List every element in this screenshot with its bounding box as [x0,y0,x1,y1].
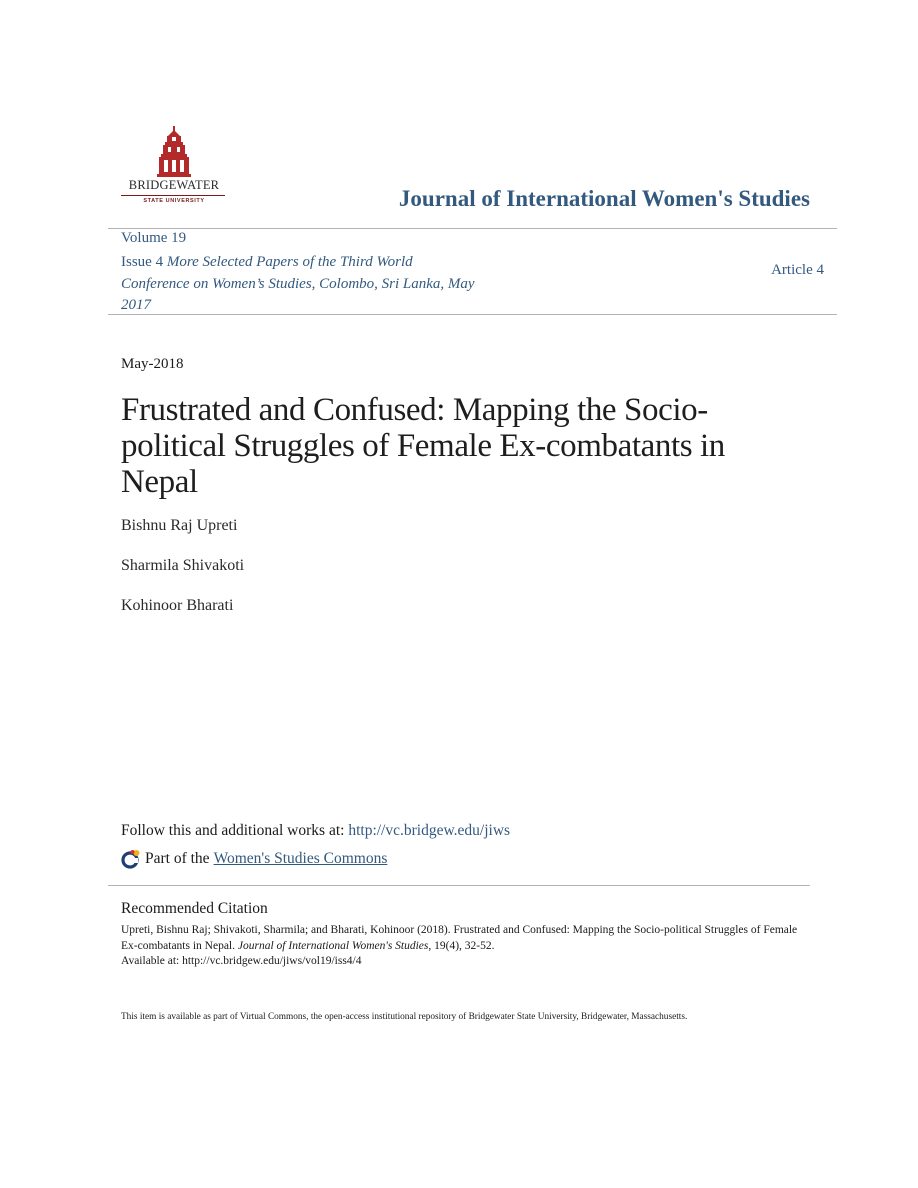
citation-part-a: Upreti, Bishnu Raj; Shivakoti, Sharmila; and Bharati, Kohinoor (2018). Frustrated and Confused: Mapping the Socio-political Struggles of Female Ex-combatants in Nepal. [121,924,798,952]
paper-title: Frustrated and Confused: Mapping the Socio-political Struggles of Female Ex-combatants in Nepal [121,392,725,500]
volume-link[interactable]: Volume 19 [121,230,187,246]
author-name: Bishnu Raj Upreti [121,517,238,534]
citation-text [121,923,801,970]
header-divider [108,228,837,229]
follow-line [121,822,510,840]
logo-divider [121,195,225,196]
issue-number: Issue 4 [121,254,164,270]
journal-title-link[interactable]: Journal of International Women's Studies [398,186,810,211]
follow-url-link[interactable]: http://vc.bridgew.edu/jiws [348,822,511,839]
citation-heading: Recommended Citation [121,900,268,917]
part-of-line [121,849,387,869]
citation-available: Available at: http://vc.bridgew.edu/jiws/vol19/iss4/4 [121,955,362,967]
citation-part-b: , 19(4), 32-52. [428,939,495,952]
issue-title: More Selected Papers of the Third World Conference on Women’s Studies, Colombo, Sri Lanka, May 2017 [121,254,475,313]
issue-divider [108,314,837,315]
citation-divider [108,885,810,886]
author-name: Kohinoor Bharati [121,597,234,614]
author-name: Sharmila Shivakoti [121,557,245,574]
part-of-label: Part of the [145,850,210,867]
publication-date: May-2018 [121,356,184,372]
citation-journal: Journal of International Women's Studies [237,939,429,952]
logo-wordmark: BRIDGEWATER [128,178,220,192]
womens-studies-commons-link[interactable]: Women's Studies Commons [213,850,388,867]
article-link[interactable]: Article 4 [771,262,824,278]
network-commons-icon [121,849,141,869]
logo-subtitle: STATE UNIVERSITY [143,198,205,204]
follow-label: Follow this and additional works at: [121,822,349,839]
issue-link[interactable] [121,252,481,317]
repository-note: This item is available as part of Virtual Commons, the open-access institutional repository of Bridgewater State University, Bridgewater, Massachusetts. [121,1012,688,1022]
